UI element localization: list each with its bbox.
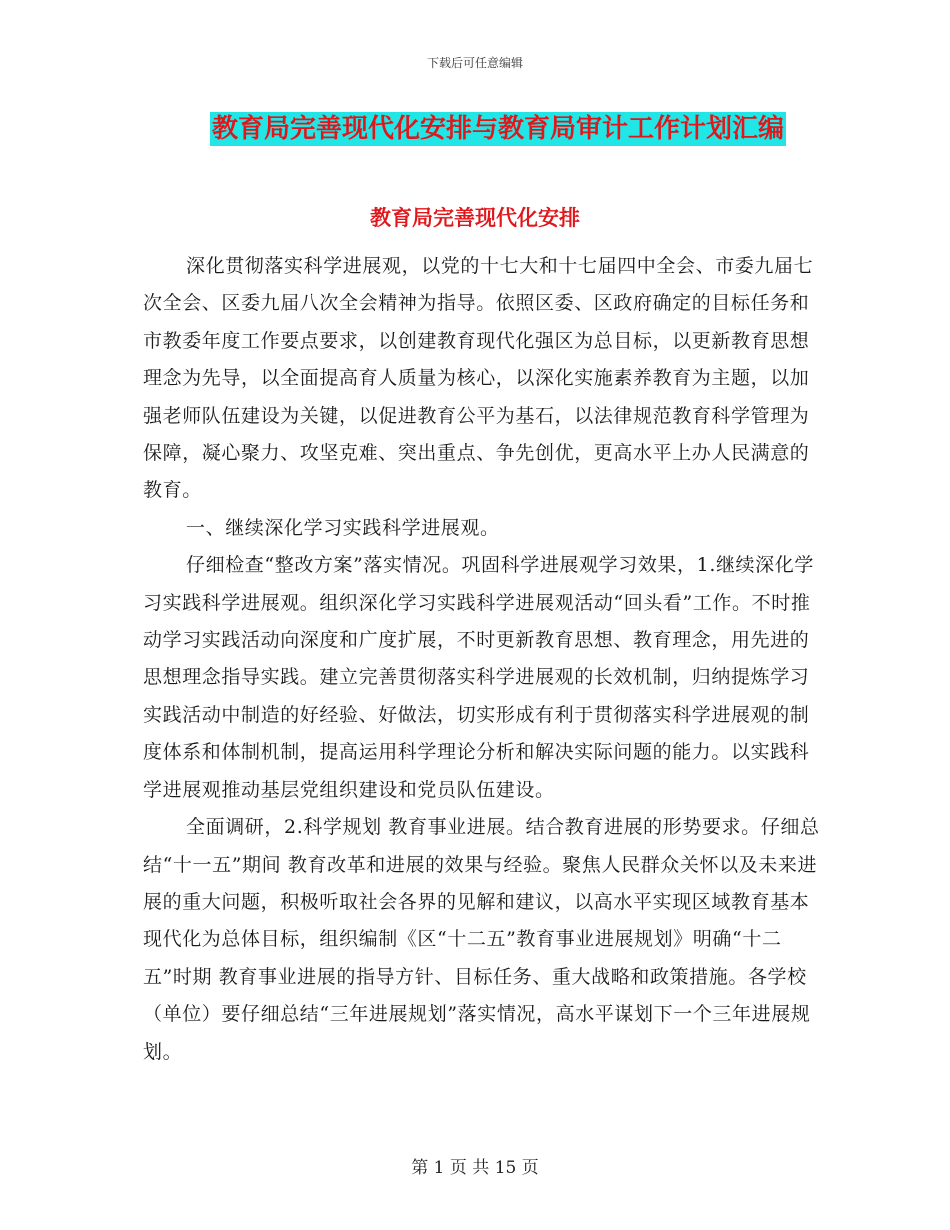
document-body	[143, 248, 823, 1071]
paragraph-3: 仔细检查“整改方案”落实情况。巩固科学进展观学习效果，1.继续深化学习实践科学进展观。组织深化学习实践科学进展观活动“回头看”工作。不时推动学习实践活动向深度和广度扩展，不时更新教育思想、教育理念，用先进的思想理念指导实践。建立完善贯彻落实科学进展观的长效机制，归纳提炼学习实践活动中制造的好经验、好做法，切实形成有利于贯彻落实科学进展观的制度体系和体制机制，提高运用科学理论分析和解决实际问题的能力。以实践科学进展观推动基层党组织建设和党员队伍建设。	[143, 554, 814, 801]
page-footer: 第 1 页 共 15 页	[411, 1158, 539, 1178]
main-title: 教育局完善现代化安排与教育局审计工作计划汇编	[211, 114, 784, 144]
section-title: 教育局完善现代化安排	[370, 206, 580, 230]
paragraph-2: 一、继续深化学习实践科学进展观。	[186, 516, 500, 539]
paragraph-1: 深化贯彻落实科学进展观，以党的十七大和十七届四中全会、市委九届七次全会、区委九届八次全会精神为指导。依照区委、区政府确定的目标任务和市教委年度工作要点要求，以创建教育现代化强区为总目标，以更新教育思想理念为先导，以全面提高育人质量为核心，以深化实施素养教育为主题，以加强老师队伍建设为关键，以促进教育公平为基石，以法律规范教育科学管理为保障，凝心聚力、攻坚克难、突出重点、争先创优，更高水平上办人民满意的教育。	[143, 255, 814, 502]
main-title-wrap	[0, 112, 950, 146]
paragraph-4: 全面调研，2.科学规划 教育事业进展。结合教育进展的形势要求。仔细总结“十一五”期间 教育改革和进展的效果与经验。聚焦人民群众关怀以及未来进展的重大问题，积极听取社会各界的见解和建议，以高水平实现区域教育基本现代化为总体目标，组织编制《区“十二五”教育事业进展规划》明确“十二五”时期 教育事业进展的指导方针、目标任务、重大战略和政策措施。各学校（单位）要仔细总结“三年进展规划”落实情况，高水平谋划下一个三年进展规划。	[143, 816, 820, 1063]
header-note: 下载后可任意编辑	[426, 56, 523, 70]
